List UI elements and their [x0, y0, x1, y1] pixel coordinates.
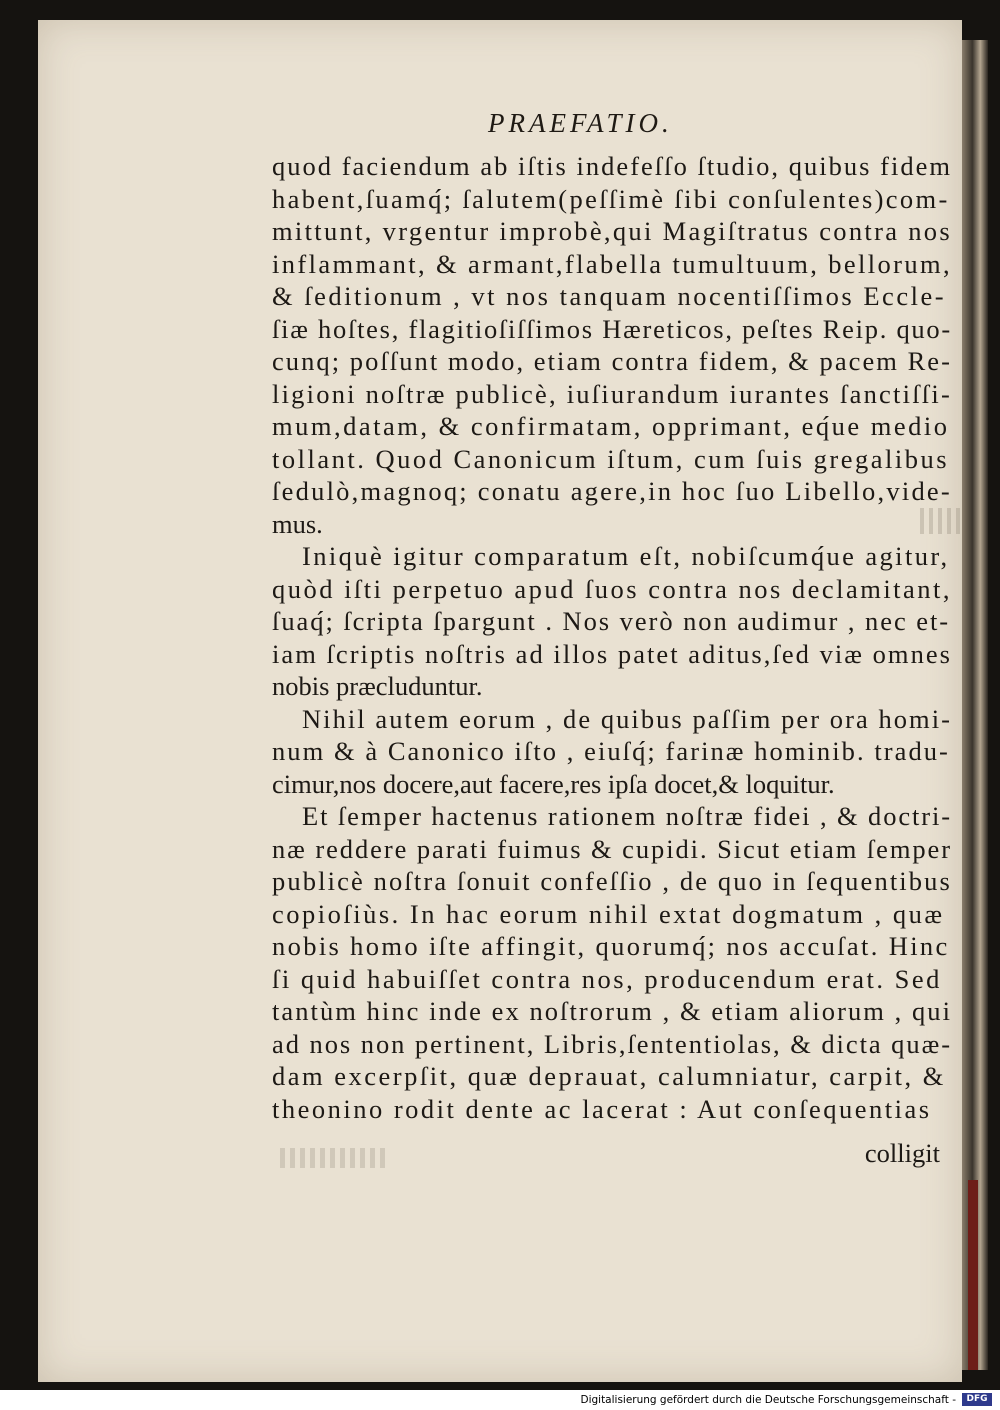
- text-line: habent,ſuamq́; ſalutem(peſſimè ſibi conſulentes)com-: [272, 183, 950, 214]
- text-line: nobis homo iſte affingit, quorumq́; nos accuſat. Hinc: [272, 931, 950, 961]
- text-line: ſuaq́; ſcripta ſpargunt . Nos verò non audimur , nec et-: [272, 606, 951, 636]
- text-line: tollant. Quod Canonicum iſtum, cum ſuis gregalibus: [272, 443, 950, 474]
- text-line: næ reddere parati fuimus & cupidi. Sicut etiam ſemper: [272, 833, 952, 864]
- body-text: [272, 150, 952, 1125]
- text-line: Nihil autem eorum , de quibus paſſim per ora homi-: [302, 703, 952, 734]
- text-line: copioſiùs. In hac eorum nihil extat dogmatum , quæ: [272, 898, 945, 929]
- text-line: iam ſcriptis noſtris ad illos patet aditus,ſed viæ omnes: [272, 638, 952, 669]
- catchword: colligit: [864, 1138, 940, 1168]
- text-line: publicè noſtra ſonuit confeſſio , de quo in ſequentibus: [272, 866, 952, 896]
- text-line: cimur,nos docere,aut facere,res ipſa docet,& loquitur.: [272, 768, 835, 799]
- book-edge-red-mark: [968, 1180, 978, 1370]
- book-page-edge: [962, 40, 988, 1370]
- dfg-logo: DFG: [962, 1393, 992, 1406]
- text-line: ad nos non pertinent, Libris,ſententiolas, & dicta quæ-: [272, 1028, 952, 1059]
- show-through-mark: [280, 1148, 390, 1168]
- text-line: ſi quid habuiſſet contra nos, producendum erat. Sed: [272, 963, 942, 994]
- text-line: nobis præcluduntur.: [272, 671, 483, 701]
- text-line: quòd iſti perpetuo apud ſuos contra nos declamitant,: [272, 573, 952, 604]
- text-line: ligioni noſtræ publicè, iuſiurandum iurantes ſanctiſſi-: [272, 378, 952, 409]
- text-line: & ſeditionum , vt nos tanquam nocentiſſimos Eccle-: [272, 281, 947, 311]
- text-line: theonino rodit dente ac lacerat : Aut conſequentias: [272, 1093, 932, 1124]
- running-head: PRAEFATIO.: [488, 108, 673, 138]
- text-line: tantùm hinc inde ex noſtrorum , & etiam aliorum , qui: [272, 996, 952, 1026]
- text-line: ſedulò,magnoq; conatu agere,in hoc ſuo Libello,vide-: [272, 476, 952, 506]
- text-line: ſiæ hoſtes, flagitioſiſſimos Hæreticos, peſtes Reip. quo-: [272, 313, 952, 344]
- text-line: Iniquè igitur comparatum eſt, nobiſcumq́ue agitur,: [302, 541, 950, 571]
- text-line: dam excerpſit, quæ deprauat, calumniatur, carpit, &: [272, 1061, 946, 1091]
- text-line: Et ſemper hactenus rationem noſtræ fidei , & doctri-: [302, 801, 952, 831]
- text-line: mittunt, vrgentur improbè,qui Magiſtratus contra nos: [272, 216, 952, 246]
- text-line: quod faciendum ab iſtis indefeſſo ſtudio, quibus fidem: [272, 151, 952, 181]
- text-line: inflammant, & armant,flabella tumultuum, bellorum,: [272, 248, 952, 279]
- digitization-credit: Digitalisierung gefördert durch die Deutsche Forschungsgemeinschaft -: [580, 1394, 956, 1406]
- text-line: mum,datam, & confirmatam, opprimant, eq́ue medio: [272, 411, 950, 441]
- text-line: cunq; poſſunt modo, etiam contra fidem, & pacem Re-: [272, 346, 952, 376]
- text-line: num & à Canonico iſto , eiuſq́; farinæ hominib. tradu-: [272, 736, 950, 766]
- text-line: mus.: [272, 508, 323, 539]
